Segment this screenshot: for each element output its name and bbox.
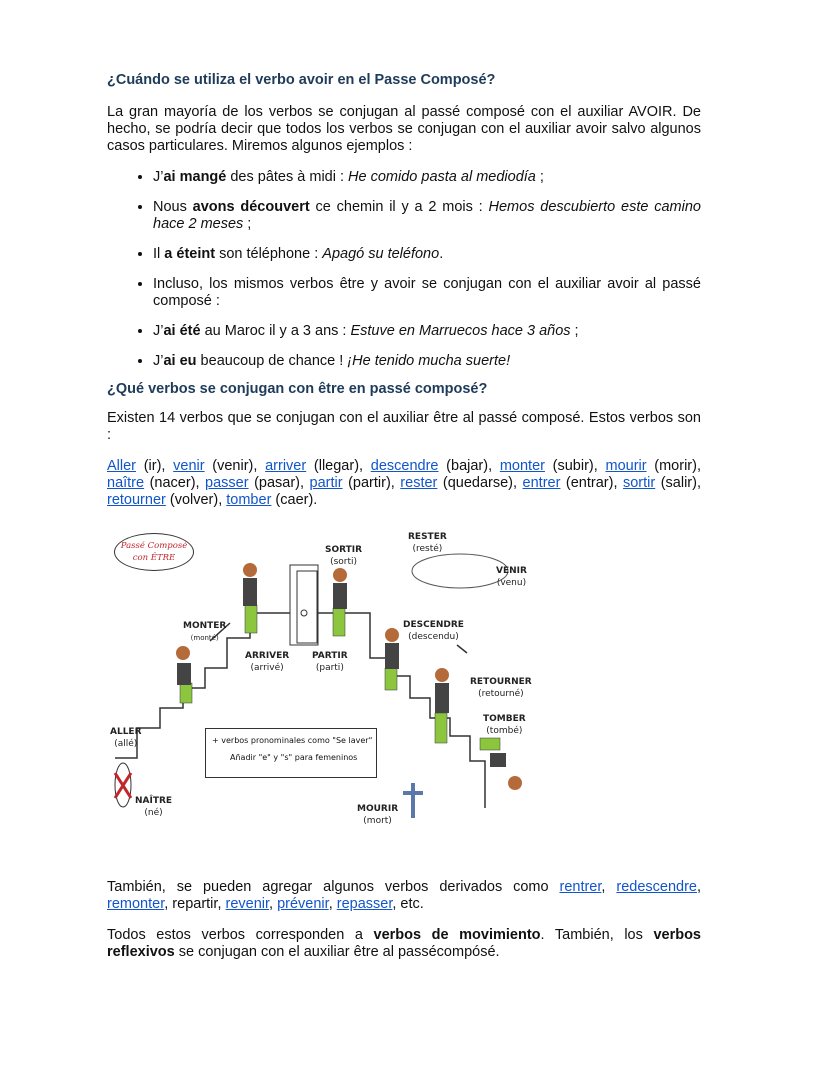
verb-translation: (bajar), — [438, 458, 500, 474]
examples-list — [107, 169, 701, 370]
label-retourner: RETOURNER (retourné) — [470, 677, 532, 699]
derived-verb-link[interactable]: redescendre — [616, 879, 697, 895]
verb-link-7[interactable]: passer — [205, 475, 249, 491]
derived-verb-link[interactable]: prévenir — [277, 896, 329, 912]
verb-translation: (morir), — [646, 458, 701, 474]
label-partir: PARTIR (parti) — [312, 651, 348, 673]
document-page — [107, 72, 701, 975]
verb-link-3[interactable]: descendre — [370, 458, 439, 474]
label-monter: MONTER (monté) — [183, 621, 227, 642]
example-item: • J’ai eu beaucoup de chance ! ¡He tenido mucha suerte! — [153, 353, 701, 370]
intro-avoir: La gran mayoría de los verbos se conjugan al passé composé con el auxiliar AVOIR. De hecho, se podría decir que todos los verbos se conjugan con el auxiliar avoir salvo algunos casos particulares. Miremos algunos ejemplos : — [107, 104, 701, 154]
derived-verb-link[interactable]: repasser — [336, 896, 393, 912]
example-item: • J’ai été au Maroc il y a 3 ans : Estuve en Marruecos hace 3 años ; — [153, 323, 701, 340]
verb-translation: (nacer), — [144, 475, 206, 491]
verb-translation: (entrar), — [560, 475, 623, 491]
heading-etre: ¿Qué verbos se conjugan con être en passé composé? — [107, 381, 488, 397]
verb-translation: (pasar), — [248, 475, 310, 491]
verb-link-8[interactable]: partir — [309, 475, 343, 491]
movement-verbs-paragraph: Todos estos verbos corresponden a verbos de movimiento. También, los verbos reflexivos se conjugan con el auxiliar être al passécompósé. — [107, 927, 701, 960]
derived-verbs-paragraph: También, se pueden agregar algunos verbos derivados como rentrer, redescendre, remonter, repartir, revenir, prévenir, repasser, etc. — [107, 879, 701, 912]
note-box: + verbos pronominales como "Se laver" Añadir "e" y "s" para femeninos — [205, 728, 377, 778]
intro-etre: Existen 14 verbos que se conjugan con el auxiliar être al passé composé. Estos verbos son : — [107, 410, 701, 443]
verb-translation: (ir), — [136, 458, 174, 474]
verb-link-13[interactable]: tomber — [226, 492, 272, 508]
verb-translation: (partir), — [342, 475, 401, 491]
verb-link-1[interactable]: venir — [173, 458, 205, 474]
verb-link-5[interactable]: mourir — [605, 458, 647, 474]
example-item: • Il a éteint son téléphone : Apagó su teléfono. — [153, 246, 701, 263]
label-naitre: NAÎTRE (né) — [135, 796, 173, 818]
verb-link-0[interactable]: Aller — [107, 458, 137, 474]
derived-verb-link[interactable]: revenir — [225, 896, 270, 912]
verb-translation: (caer). — [271, 492, 318, 508]
verb-link-10[interactable]: entrer — [522, 475, 561, 491]
verb-link-11[interactable]: sortir — [622, 475, 656, 491]
label-venir: VENIR (venu) — [496, 566, 527, 588]
verb-translation: (salir), — [655, 475, 701, 491]
label-arriver: ARRIVER (arrivé) — [245, 651, 290, 673]
example-item: • J’ai mangé des pâtes à midi : He comido pasta al mediodía ; — [153, 169, 701, 186]
verb-translation: (quedarse), — [437, 475, 523, 491]
label-mourir: MOURIR (mort) — [357, 804, 399, 826]
verb-translation: (volver), — [165, 492, 227, 508]
verb-translation: (subir), — [544, 458, 606, 474]
verb-link-12[interactable]: retourner — [107, 492, 166, 508]
label-descendre: DESCENDRE (descendu) — [403, 620, 464, 642]
verb-link-6[interactable]: naître — [107, 475, 145, 491]
label-aller: ALLER (allé) — [110, 727, 142, 749]
example-item: • Incluso, los mismos verbos être y avoir se conjugan con el auxiliar avoir al passé composé : — [153, 276, 701, 310]
label-sortir: SORTIR (sorti) — [325, 545, 363, 567]
verb-link-2[interactable]: arriver — [265, 458, 307, 474]
label-tomber: TOMBER (tombé) — [483, 714, 526, 736]
verb-link-4[interactable]: monter — [499, 458, 545, 474]
verb-link-9[interactable]: rester — [400, 475, 438, 491]
passe-compose-logo: Passé Composé con ÊTRE — [114, 533, 194, 571]
verb-translation: (venir), — [204, 458, 266, 474]
derived-verb-link[interactable]: rentrer — [559, 879, 602, 895]
label-rester: RESTER (resté) — [408, 532, 447, 554]
heading-avoir: ¿Cuándo se utiliza el verbo avoir en el Passe Composé? — [107, 72, 496, 88]
example-item: • Nous avons découvert ce chemin il y a 2 mois : Hemos descubierto este camino hace 2 meses ; — [153, 199, 701, 233]
etre-staircase-illustration — [105, 523, 535, 843]
verb-translation: (llegar), — [306, 458, 371, 474]
verb-list — [107, 458, 701, 509]
derived-verb-link[interactable]: remonter — [107, 896, 165, 912]
